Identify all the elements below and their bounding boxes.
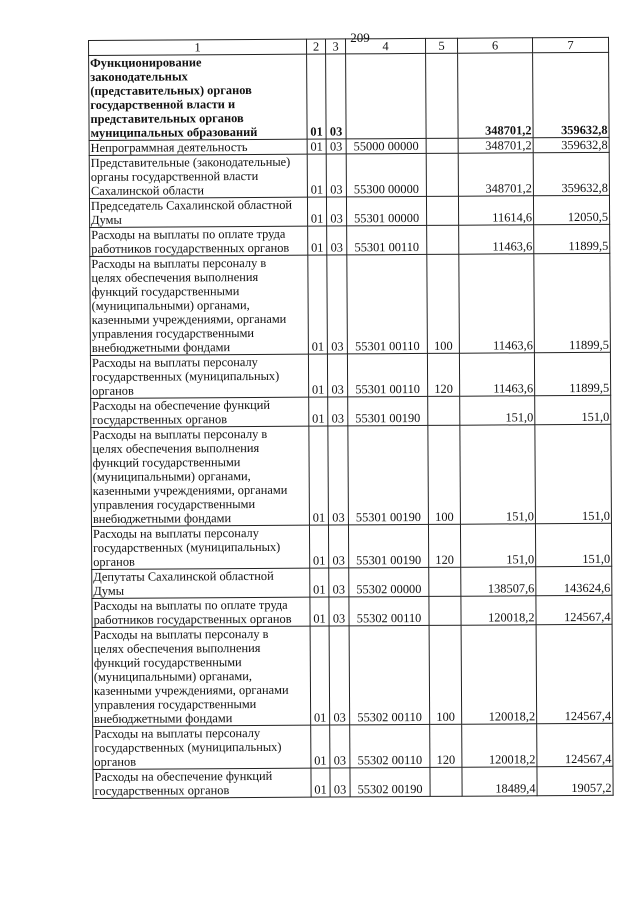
target-article-code: 55302 00000 [349, 567, 429, 596]
amount-year-1: 151,0 [460, 524, 535, 567]
section-code: 01 [307, 139, 326, 154]
column-header: 3 [325, 39, 345, 54]
table-row [93, 766, 613, 798]
amount-year-1: 120018,2 [461, 596, 536, 625]
amount-year-2: 11899,5 [534, 253, 611, 352]
row-name: Расходы на выплаты персоналу государственных (муниципальных) органов [90, 354, 308, 398]
row-name: Расходы на выплаты персоналу в целях обеспечения выполнения функций государственными (муниципальными) органами, казенными учреждениями, органами управления государственными внебюджетными фондами [91, 426, 310, 526]
row-name: Расходы на выплаты персоналу в целях обеспечения выполнения функций государственными (муниципальными) органами, казенными учреждениями, органами управления государственными внебюджетными фондами [90, 255, 309, 355]
amount-year-1: 11463,6 [459, 225, 534, 254]
row-name: Расходы на обеспечение функций государственных органов [93, 768, 311, 798]
subsection-code: 03 [327, 255, 348, 354]
amount-year-2: 359632,8 [533, 52, 610, 137]
section-code: 01 [308, 226, 327, 255]
amount-year-1: 120018,2 [461, 625, 537, 724]
amount-year-1: 138507,6 [461, 567, 536, 596]
row-name: Расходы на выплаты персоналу государственных (муниципальных) органов [93, 725, 311, 769]
expense-type-code [428, 396, 460, 425]
section-code: 01 [310, 626, 330, 725]
target-article-code: 55302 00110 [349, 596, 429, 625]
amount-year-1: 11463,6 [459, 353, 534, 396]
amount-year-2: 124567,4 [536, 624, 613, 723]
budget-table [88, 37, 614, 799]
target-article-code: 55302 00110 [349, 625, 430, 724]
column-header: 6 [457, 38, 532, 53]
amount-year-2: 359632,8 [533, 152, 609, 195]
subsection-code: 03 [328, 525, 348, 568]
target-article-code: 55301 00110 [347, 225, 427, 254]
section-code: 01 [308, 255, 328, 354]
table-row [91, 424, 612, 526]
subsection-code: 03 [328, 426, 349, 525]
amount-year-1: 11614,6 [458, 196, 533, 225]
table-row [89, 52, 610, 140]
row-name: Расходы на выплаты по оплате труда работников государственных органов [90, 226, 308, 256]
amount-year-1: 18489,4 [462, 767, 537, 796]
table-row [92, 595, 612, 627]
target-article-code: 55302 00190 [350, 767, 430, 796]
expense-type-code [430, 767, 462, 796]
column-header: 2 [306, 39, 325, 54]
table-row [90, 352, 610, 398]
amount-year-1: 348701,2 [458, 153, 533, 196]
section-code: 01 [307, 154, 326, 197]
section-code: 01 [309, 397, 328, 426]
target-article-code [346, 53, 427, 138]
table-row [90, 224, 610, 256]
table-row [91, 395, 611, 427]
section-code: 01 [310, 568, 329, 597]
section-code: 01 [307, 197, 326, 226]
row-name: Расходы на выплаты по оплате труда работников государственных органов [92, 597, 310, 627]
expense-type-code: 100 [427, 254, 460, 353]
table-row [91, 523, 611, 569]
amount-year-2: 11899,5 [534, 352, 610, 395]
row-name: Расходы на выплаты персоналу государственных (муниципальных) органов [91, 525, 309, 569]
subsection-code: 03 [328, 397, 348, 426]
amount-year-2: 143624,6 [536, 566, 612, 595]
target-article-code: 55300 00000 [346, 153, 426, 196]
expense-type-code [427, 225, 459, 254]
row-name: Депутаты Сахалинской областной Думы [92, 568, 310, 598]
subsection-code: 03 [329, 626, 350, 725]
expense-type-code [426, 53, 459, 138]
amount-year-2: 151,0 [535, 424, 612, 523]
subsection-code: 03 [329, 597, 349, 626]
amount-year-2: 124567,4 [537, 723, 613, 766]
target-article-code: 55301 00110 [347, 353, 427, 396]
column-header: 7 [532, 37, 608, 52]
table-row [89, 195, 609, 227]
expense-type-code: 120 [427, 353, 459, 396]
target-article-code: 55000 00000 [346, 138, 426, 153]
expense-type-code: 100 [429, 625, 462, 724]
amount-year-2: 12050,5 [533, 195, 609, 224]
expense-type-code: 120 [428, 524, 460, 567]
page-number: 209 [350, 30, 370, 45]
row-name: Председатель Сахалинской областной Думы [89, 197, 307, 227]
expense-type-code [426, 153, 458, 196]
section-code: 01 [311, 768, 330, 797]
section-code: 01 [310, 597, 329, 626]
row-name: Расходы на обеспечение функций государственных органов [91, 397, 309, 427]
amount-year-2: 11899,5 [534, 224, 610, 253]
expense-type-code [426, 138, 458, 153]
subsection-code: 03 [326, 197, 346, 226]
subsection-code: 03 [327, 226, 347, 255]
target-article-code: 55301 00190 [348, 396, 428, 425]
target-article-code: 55301 00000 [346, 196, 426, 225]
table-row [89, 152, 609, 198]
subsection-code: 03 [330, 768, 350, 797]
amount-year-1: 151,0 [460, 425, 536, 524]
row-name: Представительные (законодательные) органы государственной власти Сахалинской области [89, 154, 307, 198]
amount-year-2: 124567,4 [536, 595, 612, 624]
subsection-code: 03 [327, 354, 347, 397]
table-row [92, 624, 613, 726]
amount-year-1: 348701,2 [458, 138, 533, 153]
subsection-code: 03 [326, 139, 346, 154]
column-header: 5 [425, 38, 457, 53]
subsection-code: 03 [326, 154, 346, 197]
target-article-code: 55301 00190 [348, 524, 428, 567]
amount-year-1: 151,0 [460, 396, 535, 425]
section-code: 01 [309, 426, 329, 525]
section-code: 01 [307, 54, 327, 139]
amount-year-2: 151,0 [535, 523, 611, 566]
target-article-code: 55302 00110 [350, 724, 430, 767]
expense-type-code [429, 567, 461, 596]
row-name: Функционирование законодательных (представительных) органов государственной власти и представительных органов муниципальных образований [89, 54, 308, 140]
row-name: Расходы на выплаты персоналу в целях обеспечения выполнения функций государственными (муниципальными) органами, казенными учреждениями, органами управления государственными внебюджетными фондами [92, 626, 311, 726]
subsection-code: 03 [329, 568, 349, 597]
subsection-code: 03 [330, 725, 350, 768]
subsection-code: 03 [326, 54, 347, 139]
amount-year-2: 359632,8 [533, 137, 609, 152]
section-code: 01 [309, 525, 328, 568]
table-row [92, 566, 612, 598]
amount-year-2: 19057,2 [537, 766, 613, 795]
amount-year-1: 11463,6 [459, 254, 535, 353]
section-code: 01 [311, 725, 330, 768]
column-header: 1 [89, 39, 307, 55]
column-header: 4 [345, 38, 425, 53]
amount-year-2: 151,0 [535, 395, 611, 424]
section-code: 01 [308, 354, 327, 397]
table-row [93, 723, 613, 769]
expense-type-code: 100 [428, 425, 461, 524]
amount-year-1: 120018,2 [462, 724, 537, 767]
target-article-code: 55301 00110 [347, 254, 428, 353]
expense-type-code [426, 196, 458, 225]
target-article-code: 55301 00190 [348, 425, 429, 524]
table-row [90, 253, 611, 355]
row-name: Непрограммная деятельность [89, 139, 307, 155]
expense-type-code [429, 596, 461, 625]
amount-year-1: 348701,2 [458, 53, 534, 138]
expense-type-code: 120 [430, 724, 462, 767]
